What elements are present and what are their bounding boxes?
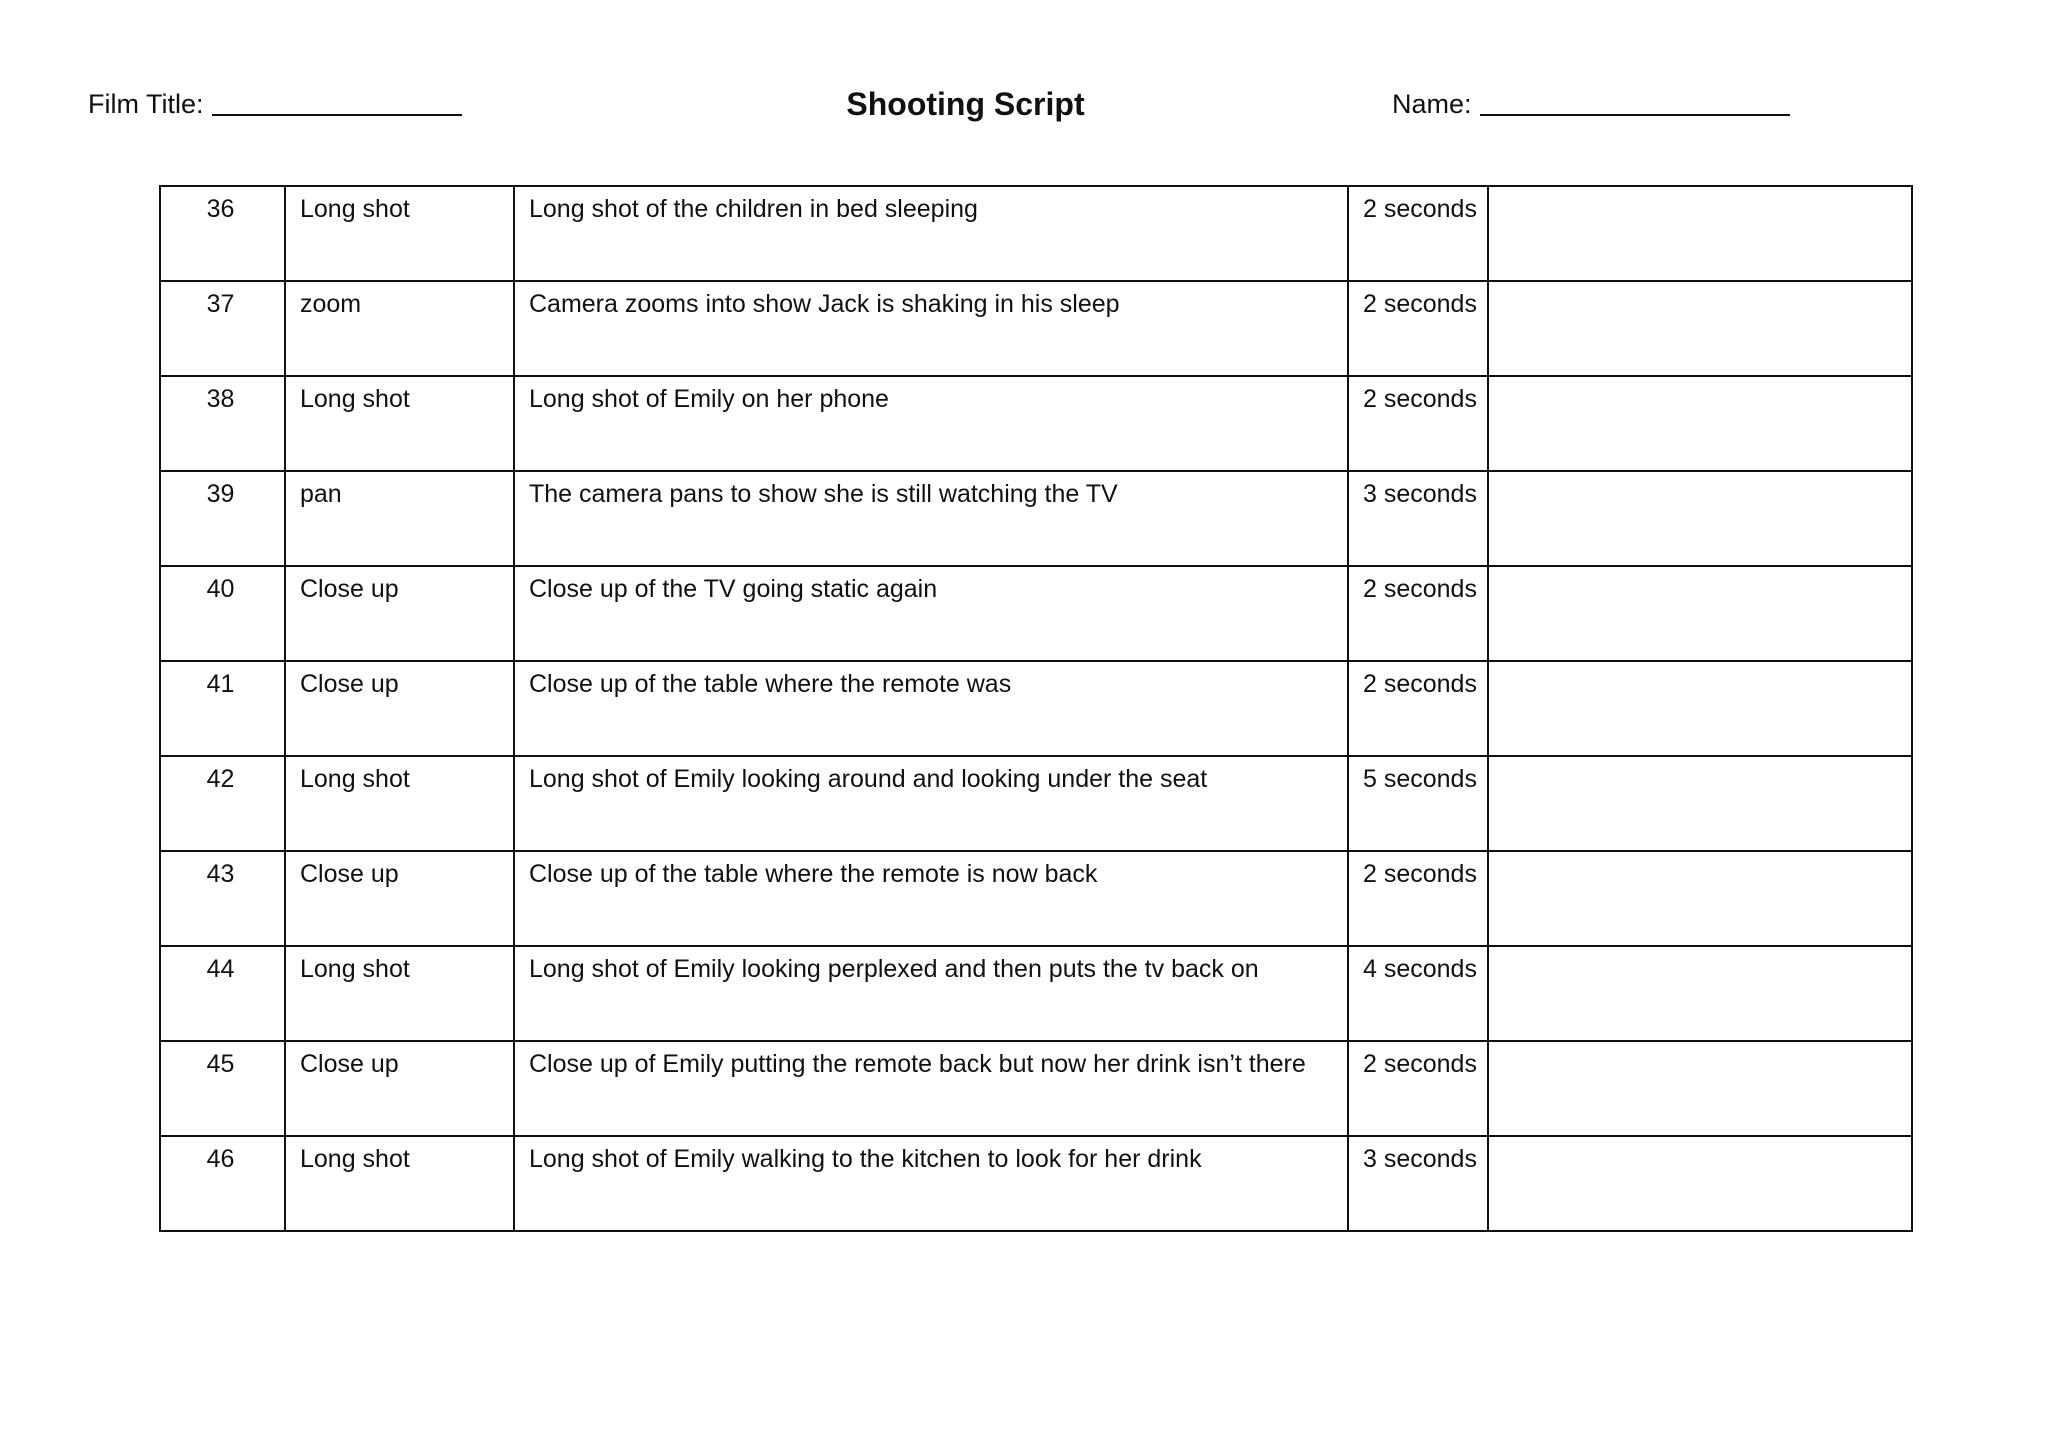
shot-duration-cell: 2 seconds: [1348, 1041, 1488, 1136]
shot-notes-cell: [1488, 281, 1912, 376]
shot-notes-cell: [1488, 471, 1912, 566]
shot-duration-cell: 3 seconds: [1348, 471, 1488, 566]
shot-type-cell: Long shot: [285, 946, 514, 1041]
shot-duration-cell: 2 seconds: [1348, 851, 1488, 946]
table-row: [160, 376, 1912, 471]
table-row: [160, 851, 1912, 946]
shot-notes-cell: [1488, 566, 1912, 661]
shot-number-cell: 41: [160, 661, 285, 756]
shot-duration-cell: 2 seconds: [1348, 661, 1488, 756]
shot-description-cell: Long shot of Emily walking to the kitchen to look for her drink: [514, 1136, 1348, 1231]
film-title-label: Film Title:: [88, 89, 204, 119]
shot-number-cell: 37: [160, 281, 285, 376]
shot-description-cell: Close up of the TV going static again: [514, 566, 1348, 661]
shot-type-cell: Close up: [285, 566, 514, 661]
name-label: Name:: [1392, 89, 1472, 119]
shot-notes-cell: [1488, 756, 1912, 851]
shot-number-cell: 45: [160, 1041, 285, 1136]
shot-type-cell: Close up: [285, 1041, 514, 1136]
shot-description-cell: Close up of the table where the remote was: [514, 661, 1348, 756]
shot-duration-cell: 5 seconds: [1348, 756, 1488, 851]
shot-description-cell: Long shot of Emily on her phone: [514, 376, 1348, 471]
shot-type-cell: Long shot: [285, 186, 514, 281]
shot-notes-cell: [1488, 1136, 1912, 1231]
table-row: [160, 471, 1912, 566]
shot-number-cell: 44: [160, 946, 285, 1041]
shot-type-cell: zoom: [285, 281, 514, 376]
shot-duration-cell: 2 seconds: [1348, 566, 1488, 661]
shooting-script-body: [160, 186, 1912, 1231]
shot-description-cell: Long shot of Emily looking perplexed and then puts the tv back on: [514, 946, 1348, 1041]
shot-duration-cell: 2 seconds: [1348, 186, 1488, 281]
shot-notes-cell: [1488, 186, 1912, 281]
shot-notes-cell: [1488, 946, 1912, 1041]
shot-type-cell: Long shot: [285, 756, 514, 851]
shot-number-cell: 38: [160, 376, 285, 471]
shot-notes-cell: [1488, 1041, 1912, 1136]
table-row: [160, 1041, 1912, 1136]
shot-notes-cell: [1488, 376, 1912, 471]
shot-type-cell: Long shot: [285, 1136, 514, 1231]
shooting-script-table: [159, 185, 1913, 1232]
shot-notes-cell: [1488, 661, 1912, 756]
table-row: [160, 946, 1912, 1041]
shot-duration-cell: 2 seconds: [1348, 376, 1488, 471]
shot-description-cell: Camera zooms into show Jack is shaking in his sleep: [514, 281, 1348, 376]
shot-notes-cell: [1488, 851, 1912, 946]
name-blank[interactable]: [1480, 88, 1790, 116]
table-row: [160, 566, 1912, 661]
table-row: [160, 186, 1912, 281]
shot-type-cell: Close up: [285, 851, 514, 946]
shot-type-cell: pan: [285, 471, 514, 566]
shot-duration-cell: 4 seconds: [1348, 946, 1488, 1041]
shot-description-cell: Long shot of Emily looking around and looking under the seat: [514, 756, 1348, 851]
shot-type-cell: Close up: [285, 661, 514, 756]
name-field: [1392, 88, 1790, 120]
shot-number-cell: 40: [160, 566, 285, 661]
shot-description-cell: Long shot of the children in bed sleeping: [514, 186, 1348, 281]
shot-description-cell: Close up of the table where the remote is now back: [514, 851, 1348, 946]
shot-number-cell: 36: [160, 186, 285, 281]
shot-duration-cell: 2 seconds: [1348, 281, 1488, 376]
shot-description-cell: The camera pans to show she is still watching the TV: [514, 471, 1348, 566]
shot-description-cell: Close up of Emily putting the remote back but now her drink isn’t there: [514, 1041, 1348, 1136]
shot-number-cell: 42: [160, 756, 285, 851]
shot-number-cell: 39: [160, 471, 285, 566]
table-row: [160, 756, 1912, 851]
shot-number-cell: 46: [160, 1136, 285, 1231]
page-title: Shooting Script: [846, 86, 1085, 122]
table-row: [160, 1136, 1912, 1231]
shot-duration-cell: 3 seconds: [1348, 1136, 1488, 1231]
table-row: [160, 281, 1912, 376]
shot-number-cell: 43: [160, 851, 285, 946]
table-row: [160, 661, 1912, 756]
shot-type-cell: Long shot: [285, 376, 514, 471]
